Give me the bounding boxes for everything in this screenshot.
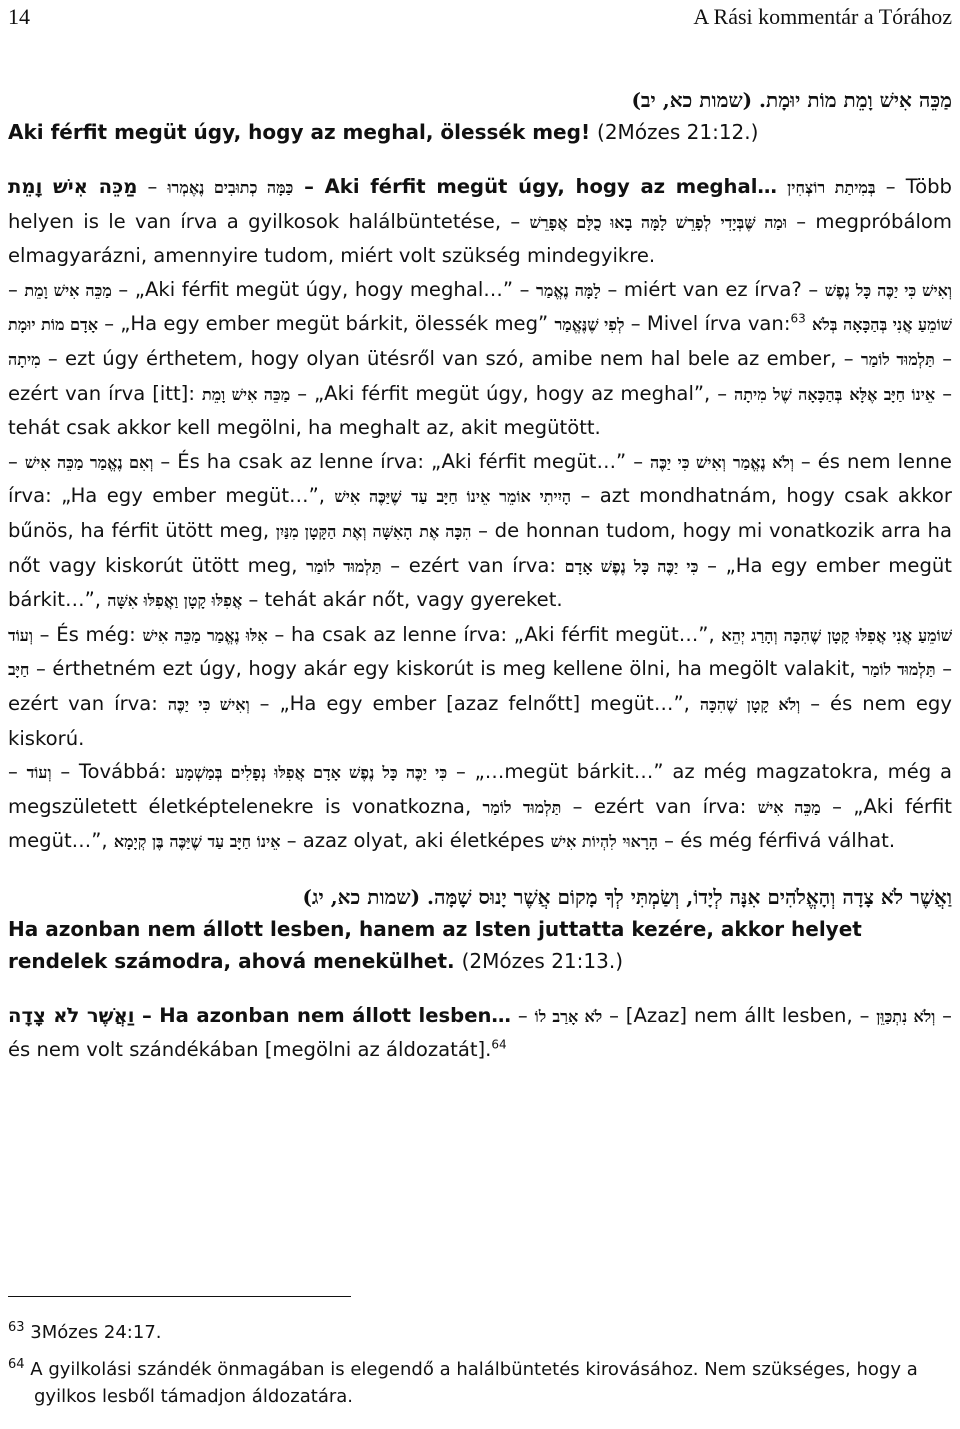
footnote: [8, 1319, 952, 1346]
translation-text: megpróbálom elmagyarázni, amennyire tudom, miért volt szükség mindegyikre.: [8, 209, 952, 268]
translation-text: ezért van írva:: [8, 691, 158, 715]
commentary-paragraph: כַּמָּה כְתוּבִים נֶאֶמְרוּ – מַכֵּה אִישׁ וָמֵת – Aki férfit megüt úgy, hogy az meghal… בְּמִיתַת רוֹצְחִין – Több helyen is le van írva a gyilkosok halálbüntetése, – וּמַה שֶּׁבְּיָדִי לְפָרֵשׁ לָמָּה בָאוּ כֻלָּם אֲפָרֵשׁ – megpróbálom elmagyarázni, amennyire tudom, miért volt szükség mindegyikre.: [8, 175, 952, 268]
hebrew-phrase: הָרָאוּי לִהְיוֹת אִישׁ: [550, 832, 658, 852]
translation-text: ezért van írva:: [408, 553, 556, 577]
hebrew-phrase: אֵינוֹ חַיָּב עַד שֶׁיַּכֶּה בֶּן קְיָמָא: [113, 832, 281, 852]
page-body: [8, 84, 952, 1067]
translation-text: tehát csak akkor kell megölni, ha meghalt az, akit megütött.: [8, 416, 601, 440]
verse-13-translation-text: Ha azonban nem állott lesben, hanem az Isten juttatta kezére, akkor helyet rendelek számodra, ahová menekülhet.: [8, 916, 862, 973]
hebrew-phrase: כִּי יַכֶּה כָּל נֶפֶשׁ אָדָם אֲפִלּוּ נְפָלִים בְּמַשְׁמָע: [175, 763, 448, 783]
page-header: [8, 4, 952, 44]
running-title: A Rási kommentár a Tórához: [693, 4, 952, 29]
hebrew-phrase: אֲפִלּוּ קָטָן וַאֲפִלּוּ אִשָּׁה: [107, 591, 243, 611]
hebrew-phrase: וְאִישׁ כִּי יַכֶּה כָּל נֶפֶשׁ אָדָם מוֹת יוּמָת: [8, 280, 953, 335]
hebrew-phrase: כִּי יַכֶּה כָּל נֶפֶשׁ אָדָם: [564, 556, 699, 576]
hebrew-phrase: וְעוֹד: [26, 763, 52, 783]
translation-text: „Ha egy ember [azaz felnőtt] megüt…”,: [279, 691, 690, 715]
hebrew-phrase: לוֹמַר: [482, 797, 512, 817]
translation-text: ezért van írva [itt]:: [8, 381, 195, 405]
translation-text: ezért van írva:: [593, 794, 747, 818]
hebrew-phrase: תַּלְמוּד לוֹמַר: [862, 660, 936, 680]
translation-text: és nem egy kiskorú.: [8, 691, 952, 750]
hebrew-phrase: מַכֵּה אִישׁ וָמֵת: [24, 280, 112, 300]
verse-12-translation: [8, 116, 952, 148]
hebrew-phrase: כַּמָּה כְתוּבִים נֶאֶמְרוּ: [167, 178, 294, 197]
translation-text: „…megüt bárkit…”: [474, 760, 664, 784]
translation-text: ezt úgy érthetem, hogy olyan ütésről van szó, amibe nem hal bele az ember,: [65, 346, 837, 370]
hebrew-phrase: וּמַה שֶּׁבְּיָדִי: [720, 212, 787, 232]
hebrew-phrase: וְאִישׁ כִּי יַכֶּה: [167, 694, 250, 714]
translation-text: és nem volt szándékában [megölni az áldozatát].: [8, 1038, 492, 1062]
translation-text: „Aki férfit megüt úgy, hogy meghal…”: [134, 277, 514, 301]
hebrew-phrase: שׁוֹמֵעַ אֲנִי אֲפִלּוּ קָטָן שֶׁהִכָּה וְהָרַג יְהֵא חַיָּב: [8, 625, 953, 680]
footnote-number: 63: [8, 1320, 25, 1335]
commentary-paragraph: – מַכֵּה אִישׁ וָמֵת – „Aki férfit megüt úgy, hogy meghal…” – לָמָּה נֶאֱמַר – miért van ez írva? – וְאִישׁ כִּי יַכֶּה כָּל נֶפֶשׁ אָדָם מוֹת יוּמָת – „Ha egy ember megüt bárkit, ölessék meg” לְפִי שֶׁנֶּאֱמַר – Mivel írva van:$^{63}$ שׁוֹמֵעַ אֲנִי בְּהַכָּאָה בְּלֹא מִיתָה – ezt úgy érthetem, hogy olyan ütésről van szó, amibe nem hal bele az ember, – תַּלְמוּד לוֹמַר – ezért van írva [itt]: מַכֵּה אִישׁ וָמֵת – „Aki férfit megüt úgy, hogy az meghal”, – אֵינוֹ חַיָּב אֶלָּא בְּהַכָּאָה שֶׁל מִיתָה – tehát csak akkor kell megölni, ha meghalt az, akit megütött.: [8, 277, 953, 440]
hebrew-phrase: הִכָּה אֶת: [419, 521, 472, 541]
translation-text: miért van ez írva?: [623, 277, 802, 301]
translation-text: és még férfivá válhat.: [680, 829, 896, 853]
hebrew-phrase: לְפָרֵשׁ לָמָּה בָאוּ כֻלָּם אֲפָרֵשׁ: [529, 212, 712, 232]
page-number: 14: [8, 4, 30, 29]
hebrew-phrase: בְּהַכָּאָה שֶׁל מִיתָה: [734, 384, 843, 404]
hebrew-phrase: וְאִם נֶאֱמַר מַכֵּה אִישׁ: [24, 452, 154, 472]
footnote-text: 3Mózes 24:17.: [30, 1322, 162, 1343]
translation-text: azt mondhatnám, hogy csak akkor bűnös, ha férfit ütött meg,: [8, 484, 952, 542]
hebrew-phrase: תַּלְמוּד לוֹמַר: [860, 349, 935, 369]
footnotes: [8, 1296, 952, 1420]
hebrew-phrase: וְאִישׁ כִּי יַכֶּה: [650, 452, 726, 472]
hebrew-phrase: שֶׁיַּכֶּה אִישׁ: [334, 487, 402, 507]
translation-text: „Aki férfit megüt úgy, hogy az meghal”,: [314, 381, 711, 405]
hebrew-phrase: תַּלְמוּד: [522, 797, 562, 817]
footnote-text: A gyilkolási szándék önmagában is elegendő a halálbüntetés kirovásához. Nem szükséges, hogy a gyilkos lesből támadjon áldozatára.: [30, 1359, 918, 1407]
verse-13-reference: (2Mózes 21:13.): [461, 948, 623, 973]
hebrew-phrase: הָיִיתִי אוֹמֵר אֵינוֹ חַיָּב עַד: [410, 487, 572, 507]
verse-12-translation-text: Aki férfit megüt úgy, hogy az meghal, ölessék meg!: [8, 120, 591, 144]
translation-text: És ha csak az lenne írva: „Aki férfit megüt…”: [177, 449, 627, 473]
commentary-paragraph: – וְאִם נֶאֱמַר מַכֵּה אִישׁ – És ha csak az lenne írva: „Aki férfit megüt…” – וְלֹא נֶאֱמַר וְאִישׁ כִּי יַכֶּה – és nem lenne írva: „Ha egy ember megüt…”, הָיִיתִי אוֹמֵר אֵינוֹ חַיָּב עַד שֶׁיַּכֶּה אִישׁ – azt mondhatnám, hogy csak akkor bűnös, ha férfit ütött meg, הִכָּה אֶת הָאִשָּׁה וְאֶת הַקָּטָן מִנַּיִן – de honnan tudom, hogy mi vonatkozik arra ha nőt vagy kiskorút ütött meg, תַּלְמוּד לוֹמַר – ezért van írva: כִּי יַכֶּה כָּל נֶפֶשׁ אָדָם – „Ha egy ember megüt bárkit…”, אֲפִלּוּ קָטָן וַאֲפִלּוּ אִשָּׁה – tehát akár nőt, vagy gyereket.: [8, 449, 952, 612]
translation-text: és nem lenne írva: „Ha egy ember megüt…”,: [8, 449, 952, 508]
footnote: [8, 1356, 952, 1410]
translation-text: És még:: [56, 622, 136, 646]
commentary-paragraph: וַאֲשֶׁר לֹא צָדָה – Ha azonban nem állott lesben… – לֹא אָרַב לוֹ – [Azaz] nem állt lesben, – וְלֹא נִתְכַּוֵּן – és nem volt szándékában [megölni az áldozatát].$^{64}$: [8, 1003, 952, 1062]
hebrew-phrase: וְלֹא נִתְכַּוֵּן: [876, 1006, 936, 1026]
translation-text: „Ha egy ember megüt bárkit…”,: [8, 553, 952, 612]
footnote-ref[interactable]: 64: [491, 1037, 507, 1052]
hebrew-phrase: בְּמִיתַת רוֹצְחִין: [787, 178, 876, 197]
translation-text: [Azaz] nem állt lesben,: [625, 1003, 853, 1027]
translation-text: az még magzatokra, még a megszületett életképtelenekre is vonatkozna,: [8, 760, 953, 818]
translation-text: tehát akár nőt, vagy gyereket.: [264, 588, 563, 612]
hebrew-phrase: אִלּוּ נֶאֱמַר מַכֵּה אִישׁ: [142, 625, 268, 645]
translation-text: „Ha egy ember megüt bárkit, ölessék meg”: [120, 312, 549, 336]
translation-text: Több helyen is le van írva a gyilkosok halálbüntetése,: [8, 175, 952, 233]
verse-13-hebrew: וַאֲשֶׁר לֹא צָדָה וְהָאֱלֹהִים אִנָּה לְיָדוֹ, וְשַׂמְתִּי לְךָ מָקוֹם אֲשֶׁר יָנוּס שָׁמָּה. (שמות כא, יג): [302, 884, 952, 909]
hebrew-phrase: מַכֵּה אִישׁ וָמֵת: [201, 384, 291, 404]
dibur-hamatchil: מַכֵּה אִישׁ וָמֵת – Aki férfit megüt úgy, hogy az meghal…: [8, 175, 778, 198]
hebrew-phrase: וְעוֹד: [8, 625, 33, 645]
footnote-number: 64: [8, 1357, 25, 1372]
translation-text: Továbbá:: [78, 760, 167, 784]
hebrew-phrase: לְפִי שֶׁנֶּאֱמַר: [554, 315, 625, 335]
hebrew-phrase: הָאִשָּׁה וְאֶת הַקָּטָן מִנַּיִן: [275, 521, 413, 541]
hebrew-phrase: וְלֹא קָטָן שֶׁהִכָּה: [699, 694, 801, 714]
hebrew-phrase: אֵינוֹ חַיָּב אֶלָּא: [849, 384, 936, 404]
footnote-divider: [8, 1296, 351, 1297]
hebrew-phrase: לֹא אָרַב לוֹ: [534, 1006, 603, 1026]
footnote-ref[interactable]: 63: [790, 311, 806, 326]
verse-13-translation: [8, 913, 952, 977]
hebrew-phrase: מַכֵּה אִישׁ: [757, 797, 821, 817]
translation-text: érthetném ezt úgy, hogy akár egy kiskorút is meg kellene ölni, ha megölt valakit,: [52, 657, 856, 681]
translation-text: ha csak az lenne írva: „Aki férfit megüt…”,: [290, 622, 715, 646]
hebrew-phrase: לָמָּה נֶאֱמַר: [535, 280, 601, 300]
hebrew-phrase: תַּלְמוּד לוֹמַר: [306, 556, 382, 576]
commentary-paragraph: וְעוֹד – És még: אִלּוּ נֶאֱמַר מַכֵּה אִישׁ – ha csak az lenne írva: „Aki férfit megüt…”, שׁוֹמֵעַ אֲנִי אֲפִלּוּ קָטָן שֶׁהִכָּה וְהָרַג יְהֵא חַיָּב – érthetném ezt úgy, hogy akár egy kiskorút is meg kellene ölni, ha megölt valakit, תַּלְמוּד לוֹמַר – ezért van írva: וְאִישׁ כִּי יַכֶּה – „Ha egy ember [azaz felnőtt] megüt…”, וְלֹא קָטָן שֶׁהִכָּה – és nem egy kiskorú.: [8, 622, 953, 750]
translation-text: de honnan tudom, hogy mi vonatkozik arra ha nőt vagy kiskorút ütött meg,: [8, 518, 952, 577]
commentary-paragraph: – וְעוֹד – Továbbá: כִּי יַכֶּה כָּל נֶפֶשׁ אָדָם אֲפִלּוּ נְפָלִים בְּמַשְׁמָע – „…megüt bárkit…” az még magzatokra, még a megszületett életképtelenekre is vonatkozna, תַּלְמוּד לוֹמַר – ezért van írva: מַכֵּה אִישׁ – „Aki férfit megüt…”, אֵינוֹ חַיָּב עַד שֶׁיַּכֶּה בֶּן קְיָמָא – azaz olyat, aki életképes הָרָאוּי לִהְיוֹת אִישׁ – és még férfivá válhat.: [8, 760, 953, 853]
verse-12-reference: (2Mózes 21:12.): [597, 120, 759, 144]
hebrew-phrase: שׁוֹמֵעַ אֲנִי בְּהַכָּאָה בְּלֹא מִיתָה: [8, 315, 952, 369]
translation-text: azaz olyat, aki életképes: [302, 829, 545, 853]
verse-12-hebrew: מַכֵּה אִישׁ וָמֵת מוֹת יוּמָת. (שמות כא, יב): [631, 88, 952, 112]
hebrew-phrase: וְלֹא נֶאֱמַר: [732, 452, 794, 472]
translation-text: Mivel írva van:: [646, 312, 791, 336]
dibur-hamatchil: וַאֲשֶׁר לֹא צָדָה – Ha azonban nem állott lesben…: [8, 1003, 512, 1027]
translation-text: „Aki férfit megüt…”,: [8, 794, 952, 853]
